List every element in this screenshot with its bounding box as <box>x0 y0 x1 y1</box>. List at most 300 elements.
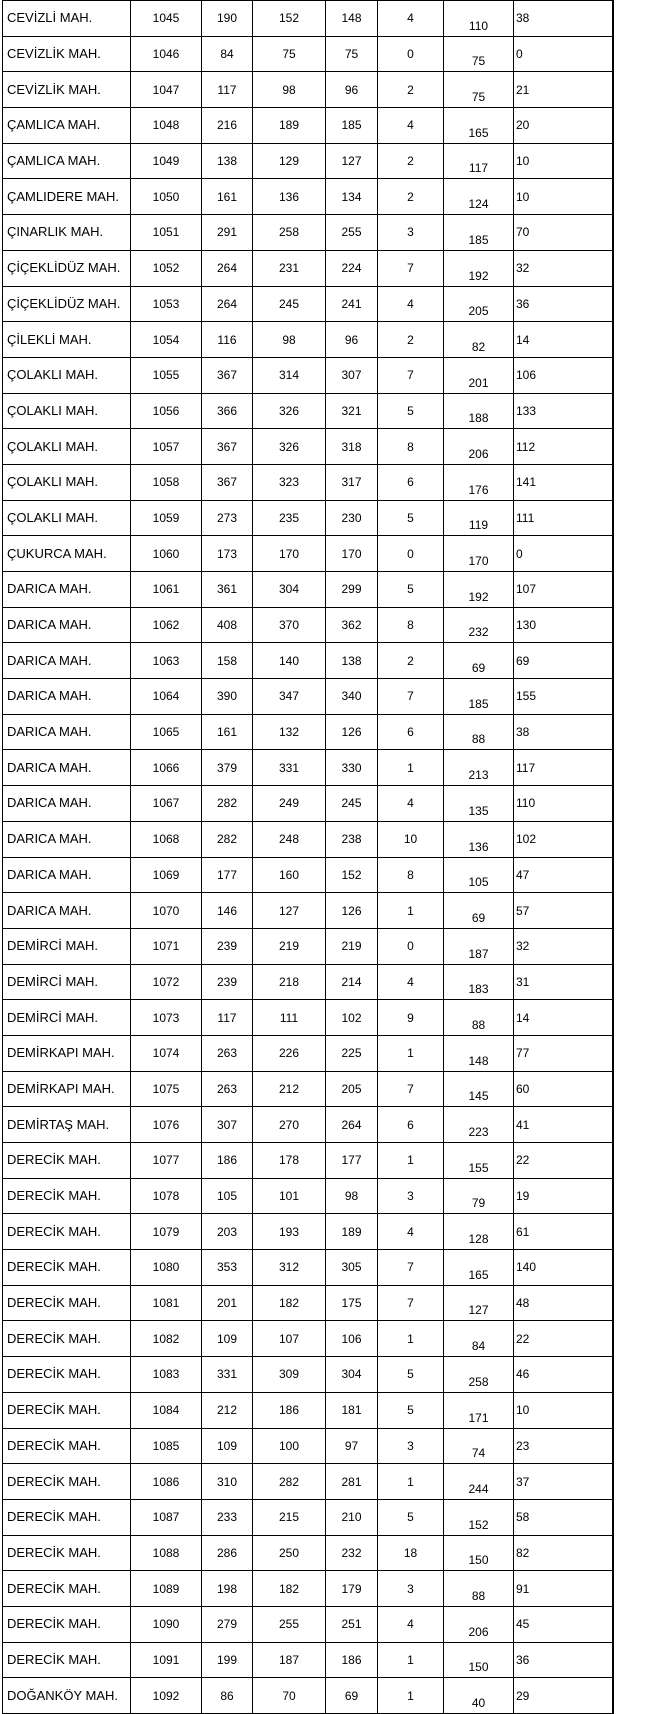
value-cell-6: 10 <box>514 179 613 215</box>
value-cell-2: 309 <box>253 1357 326 1393</box>
value-cell-2: 219 <box>253 928 326 964</box>
neighborhood-cell: DERECİK MAH. <box>3 1499 131 1535</box>
code-cell: 1077 <box>131 1143 202 1179</box>
value-cell-6: 20 <box>514 108 613 144</box>
value-cell-5: 188 <box>444 393 514 429</box>
value-cell-4: 2 <box>378 179 444 215</box>
value-cell-1: 186 <box>202 1143 253 1179</box>
value-cell-2: 226 <box>253 1035 326 1071</box>
value-cell-4: 5 <box>378 1499 444 1535</box>
value-cell-4: 2 <box>378 322 444 358</box>
value-cell-5: 187 <box>444 928 514 964</box>
value-cell-3: 102 <box>326 1000 378 1036</box>
value-cell-4: 4 <box>378 1214 444 1250</box>
value-cell-1: 264 <box>202 286 253 322</box>
table-row <box>3 1499 613 1535</box>
value-cell-2: 235 <box>253 500 326 536</box>
table-row <box>3 1143 613 1179</box>
value-cell-5: 206 <box>444 1606 514 1642</box>
value-cell-6: 38 <box>514 714 613 750</box>
value-cell-3: 175 <box>326 1285 378 1321</box>
code-cell: 1059 <box>131 500 202 536</box>
neighborhood-cell: ÇOLAKLI MAH. <box>3 393 131 429</box>
code-cell: 1051 <box>131 215 202 251</box>
value-cell-6: 47 <box>514 857 613 893</box>
value-cell-5: 201 <box>444 357 514 393</box>
value-cell-6: 0 <box>514 36 613 72</box>
value-cell-3: 179 <box>326 1571 378 1607</box>
value-cell-2: 152 <box>253 1 326 37</box>
value-cell-4: 7 <box>378 250 444 286</box>
value-cell-2: 249 <box>253 786 326 822</box>
neighborhood-cell: DERECİK MAH. <box>3 1214 131 1250</box>
value-cell-2: 245 <box>253 286 326 322</box>
neighborhood-cell: DERECİK MAH. <box>3 1464 131 1500</box>
value-cell-6: 70 <box>514 215 613 251</box>
table-row <box>3 1357 613 1393</box>
value-cell-4: 1 <box>378 750 444 786</box>
table-row <box>3 750 613 786</box>
value-cell-3: 152 <box>326 857 378 893</box>
value-cell-4: 1 <box>378 893 444 929</box>
value-cell-6: 106 <box>514 357 613 393</box>
value-cell-4: 3 <box>378 215 444 251</box>
neighborhood-cell: DEMİRCİ MAH. <box>3 1000 131 1036</box>
neighborhood-cell: DARICA MAH. <box>3 750 131 786</box>
value-cell-1: 239 <box>202 928 253 964</box>
value-cell-1: 173 <box>202 536 253 572</box>
value-cell-6: 133 <box>514 393 613 429</box>
table-row <box>3 643 613 679</box>
value-cell-2: 215 <box>253 1499 326 1535</box>
value-cell-3: 238 <box>326 821 378 857</box>
code-cell: 1085 <box>131 1428 202 1464</box>
value-cell-6: 32 <box>514 928 613 964</box>
value-cell-4: 1 <box>378 1143 444 1179</box>
table-row <box>3 1606 613 1642</box>
code-cell: 1048 <box>131 108 202 144</box>
code-cell: 1056 <box>131 393 202 429</box>
value-cell-2: 100 <box>253 1428 326 1464</box>
neighborhood-cell: ÇİÇEKLİDÜZ MAH. <box>3 250 131 286</box>
table-row <box>3 108 613 144</box>
neighborhood-cell: DERECİK MAH. <box>3 1321 131 1357</box>
value-cell-6: 32 <box>514 250 613 286</box>
value-cell-2: 160 <box>253 857 326 893</box>
value-cell-6: 117 <box>514 750 613 786</box>
value-cell-4: 2 <box>378 72 444 108</box>
value-cell-3: 185 <box>326 108 378 144</box>
table-row <box>3 1000 613 1036</box>
value-cell-2: 182 <box>253 1285 326 1321</box>
value-cell-1: 353 <box>202 1250 253 1286</box>
table-row <box>3 1642 613 1678</box>
table-row <box>3 1035 613 1071</box>
neighborhood-cell: ÇUKURCA MAH. <box>3 536 131 572</box>
table-row <box>3 1428 613 1464</box>
code-cell: 1054 <box>131 322 202 358</box>
value-cell-3: 304 <box>326 1357 378 1393</box>
table-row <box>3 714 613 750</box>
value-cell-5: 258 <box>444 1357 514 1393</box>
value-cell-2: 98 <box>253 322 326 358</box>
table-row <box>3 1071 613 1107</box>
value-cell-3: 307 <box>326 357 378 393</box>
value-cell-5: 117 <box>444 143 514 179</box>
value-cell-1: 201 <box>202 1285 253 1321</box>
value-cell-6: 57 <box>514 893 613 929</box>
value-cell-5: 192 <box>444 250 514 286</box>
value-cell-6: 22 <box>514 1143 613 1179</box>
neighborhood-cell: ÇOLAKLI MAH. <box>3 429 131 465</box>
value-cell-3: 230 <box>326 500 378 536</box>
value-cell-3: 340 <box>326 679 378 715</box>
code-cell: 1076 <box>131 1107 202 1143</box>
value-cell-4: 2 <box>378 643 444 679</box>
value-cell-1: 203 <box>202 1214 253 1250</box>
value-cell-4: 0 <box>378 536 444 572</box>
value-cell-1: 366 <box>202 393 253 429</box>
value-cell-3: 362 <box>326 607 378 643</box>
code-cell: 1083 <box>131 1357 202 1393</box>
code-cell: 1053 <box>131 286 202 322</box>
value-cell-1: 310 <box>202 1464 253 1500</box>
value-cell-1: 367 <box>202 429 253 465</box>
value-cell-6: 82 <box>514 1535 613 1571</box>
value-cell-3: 186 <box>326 1642 378 1678</box>
table-row <box>3 215 613 251</box>
value-cell-3: 126 <box>326 893 378 929</box>
value-cell-3: 214 <box>326 964 378 1000</box>
value-cell-6: 141 <box>514 464 613 500</box>
table-row <box>3 1321 613 1357</box>
value-cell-5: 127 <box>444 1285 514 1321</box>
value-cell-3: 305 <box>326 1250 378 1286</box>
table-row <box>3 607 613 643</box>
code-cell: 1055 <box>131 357 202 393</box>
neighborhood-cell: ÇAMLICA MAH. <box>3 108 131 144</box>
neighborhood-cell: DEMİRKAPI MAH. <box>3 1035 131 1071</box>
value-cell-1: 199 <box>202 1642 253 1678</box>
table-row <box>3 1214 613 1250</box>
value-cell-6: 36 <box>514 1642 613 1678</box>
value-cell-4: 1 <box>378 1035 444 1071</box>
value-cell-4: 0 <box>378 36 444 72</box>
value-cell-3: 181 <box>326 1392 378 1428</box>
value-cell-1: 390 <box>202 679 253 715</box>
code-cell: 1069 <box>131 857 202 893</box>
value-cell-3: 299 <box>326 572 378 608</box>
value-cell-6: 111 <box>514 500 613 536</box>
value-cell-5: 69 <box>444 893 514 929</box>
value-cell-2: 347 <box>253 679 326 715</box>
value-cell-5: 74 <box>444 1428 514 1464</box>
code-cell: 1082 <box>131 1321 202 1357</box>
value-cell-5: 165 <box>444 108 514 144</box>
value-cell-5: 185 <box>444 215 514 251</box>
value-cell-1: 408 <box>202 607 253 643</box>
neighborhood-cell: DERECİK MAH. <box>3 1606 131 1642</box>
value-cell-4: 5 <box>378 500 444 536</box>
table-row <box>3 1535 613 1571</box>
value-cell-1: 117 <box>202 1000 253 1036</box>
neighborhood-cell: DERECİK MAH. <box>3 1392 131 1428</box>
value-cell-4: 5 <box>378 393 444 429</box>
neighborhood-cell: DERECİK MAH. <box>3 1250 131 1286</box>
code-cell: 1058 <box>131 464 202 500</box>
value-cell-6: 140 <box>514 1250 613 1286</box>
value-cell-6: 91 <box>514 1571 613 1607</box>
neighborhood-cell: DARICA MAH. <box>3 857 131 893</box>
neighborhood-cell: DERECİK MAH. <box>3 1285 131 1321</box>
value-cell-2: 107 <box>253 1321 326 1357</box>
table-row <box>3 928 613 964</box>
value-cell-4: 1 <box>378 1642 444 1678</box>
neighborhood-cell: DARICA MAH. <box>3 607 131 643</box>
value-cell-5: 84 <box>444 1321 514 1357</box>
value-cell-1: 361 <box>202 572 253 608</box>
value-cell-6: 38 <box>514 1 613 37</box>
neighborhood-cell: ÇAMLIDERE MAH. <box>3 179 131 215</box>
value-cell-4: 4 <box>378 1 444 37</box>
value-cell-6: 36 <box>514 286 613 322</box>
code-cell: 1091 <box>131 1642 202 1678</box>
value-cell-2: 170 <box>253 536 326 572</box>
value-cell-4: 6 <box>378 714 444 750</box>
neighborhood-cell: CEVİZLİK MAH. <box>3 36 131 72</box>
code-cell: 1061 <box>131 572 202 608</box>
neighborhood-cell: DOĞANKÖY MAH. <box>3 1678 131 1714</box>
value-cell-2: 186 <box>253 1392 326 1428</box>
neighborhood-cell: DARICA MAH. <box>3 786 131 822</box>
value-cell-1: 239 <box>202 964 253 1000</box>
value-cell-3: 126 <box>326 714 378 750</box>
neighborhood-cell: DERECİK MAH. <box>3 1178 131 1214</box>
value-cell-1: 379 <box>202 750 253 786</box>
data-table <box>2 0 614 1714</box>
code-cell: 1090 <box>131 1606 202 1642</box>
table-row <box>3 857 613 893</box>
value-cell-5: 152 <box>444 1499 514 1535</box>
value-cell-5: 192 <box>444 572 514 608</box>
value-cell-1: 105 <box>202 1178 253 1214</box>
value-cell-2: 187 <box>253 1642 326 1678</box>
value-cell-2: 370 <box>253 607 326 643</box>
value-cell-3: 321 <box>326 393 378 429</box>
code-cell: 1080 <box>131 1250 202 1286</box>
value-cell-4: 7 <box>378 357 444 393</box>
value-cell-1: 117 <box>202 72 253 108</box>
value-cell-6: 41 <box>514 1107 613 1143</box>
value-cell-6: 45 <box>514 1606 613 1642</box>
value-cell-3: 138 <box>326 643 378 679</box>
value-cell-6: 14 <box>514 322 613 358</box>
value-cell-3: 205 <box>326 1071 378 1107</box>
code-cell: 1060 <box>131 536 202 572</box>
neighborhood-cell: DERECİK MAH. <box>3 1571 131 1607</box>
value-cell-4: 3 <box>378 1571 444 1607</box>
value-cell-6: 46 <box>514 1357 613 1393</box>
table-row <box>3 1285 613 1321</box>
code-cell: 1073 <box>131 1000 202 1036</box>
code-cell: 1064 <box>131 679 202 715</box>
value-cell-5: 213 <box>444 750 514 786</box>
value-cell-3: 245 <box>326 786 378 822</box>
table-row <box>3 1571 613 1607</box>
neighborhood-cell: ÇINARLIK MAH. <box>3 215 131 251</box>
value-cell-1: 138 <box>202 143 253 179</box>
value-cell-4: 5 <box>378 572 444 608</box>
value-cell-4: 1 <box>378 1464 444 1500</box>
value-cell-5: 244 <box>444 1464 514 1500</box>
neighborhood-cell: DERECİK MAH. <box>3 1428 131 1464</box>
value-cell-5: 88 <box>444 1000 514 1036</box>
value-cell-1: 263 <box>202 1071 253 1107</box>
value-cell-3: 177 <box>326 1143 378 1179</box>
value-cell-3: 255 <box>326 215 378 251</box>
value-cell-4: 8 <box>378 429 444 465</box>
table-row <box>3 1178 613 1214</box>
value-cell-6: 23 <box>514 1428 613 1464</box>
code-cell: 1063 <box>131 643 202 679</box>
value-cell-4: 3 <box>378 1428 444 1464</box>
neighborhood-cell: ÇİLEKLİ MAH. <box>3 322 131 358</box>
value-cell-3: 317 <box>326 464 378 500</box>
value-cell-2: 136 <box>253 179 326 215</box>
value-cell-2: 127 <box>253 893 326 929</box>
code-cell: 1068 <box>131 821 202 857</box>
value-cell-4: 1 <box>378 1321 444 1357</box>
neighborhood-cell: ÇİÇEKLİDÜZ MAH. <box>3 286 131 322</box>
table-row <box>3 964 613 1000</box>
neighborhood-cell: DEMİRCİ MAH. <box>3 964 131 1000</box>
value-cell-6: 60 <box>514 1071 613 1107</box>
value-cell-4: 7 <box>378 679 444 715</box>
value-cell-1: 177 <box>202 857 253 893</box>
value-cell-5: 110 <box>444 1 514 37</box>
value-cell-3: 264 <box>326 1107 378 1143</box>
table-row <box>3 393 613 429</box>
table-row <box>3 1107 613 1143</box>
value-cell-3: 189 <box>326 1214 378 1250</box>
value-cell-5: 223 <box>444 1107 514 1143</box>
value-cell-3: 251 <box>326 1606 378 1642</box>
value-cell-1: 264 <box>202 250 253 286</box>
neighborhood-cell: ÇOLAKLI MAH. <box>3 500 131 536</box>
value-cell-6: 58 <box>514 1499 613 1535</box>
neighborhood-cell: DERECİK MAH. <box>3 1535 131 1571</box>
value-cell-4: 4 <box>378 786 444 822</box>
neighborhood-cell: CEVİZLİ MAH. <box>3 1 131 37</box>
value-cell-1: 158 <box>202 643 253 679</box>
value-cell-5: 88 <box>444 1571 514 1607</box>
value-cell-5: 148 <box>444 1035 514 1071</box>
value-cell-4: 5 <box>378 1357 444 1393</box>
value-cell-3: 134 <box>326 179 378 215</box>
neighborhood-cell: DERECİK MAH. <box>3 1357 131 1393</box>
value-cell-3: 75 <box>326 36 378 72</box>
value-cell-2: 250 <box>253 1535 326 1571</box>
value-cell-4: 4 <box>378 108 444 144</box>
value-cell-2: 255 <box>253 1606 326 1642</box>
value-cell-6: 10 <box>514 143 613 179</box>
table-row <box>3 893 613 929</box>
value-cell-3: 148 <box>326 1 378 37</box>
value-cell-1: 367 <box>202 464 253 500</box>
value-cell-4: 7 <box>378 1071 444 1107</box>
neighborhood-cell: DARICA MAH. <box>3 572 131 608</box>
value-cell-3: 170 <box>326 536 378 572</box>
value-cell-2: 193 <box>253 1214 326 1250</box>
value-cell-1: 279 <box>202 1606 253 1642</box>
value-cell-2: 231 <box>253 250 326 286</box>
value-cell-6: 10 <box>514 1392 613 1428</box>
value-cell-1: 190 <box>202 1 253 37</box>
table-row <box>3 1250 613 1286</box>
table-row <box>3 500 613 536</box>
code-cell: 1074 <box>131 1035 202 1071</box>
value-cell-5: 40 <box>444 1678 514 1714</box>
neighborhood-cell: ÇOLAKLI MAH. <box>3 357 131 393</box>
value-cell-5: 183 <box>444 964 514 1000</box>
value-cell-3: 241 <box>326 286 378 322</box>
value-cell-2: 182 <box>253 1571 326 1607</box>
value-cell-4: 6 <box>378 464 444 500</box>
value-cell-4: 4 <box>378 286 444 322</box>
value-cell-6: 21 <box>514 72 613 108</box>
table-row <box>3 786 613 822</box>
neighborhood-cell: DEMİRTAŞ MAH. <box>3 1107 131 1143</box>
value-cell-3: 97 <box>326 1428 378 1464</box>
value-cell-5: 185 <box>444 679 514 715</box>
value-cell-4: 7 <box>378 1250 444 1286</box>
value-cell-5: 135 <box>444 786 514 822</box>
neighborhood-cell: DARICA MAH. <box>3 679 131 715</box>
value-cell-1: 161 <box>202 179 253 215</box>
value-cell-2: 189 <box>253 108 326 144</box>
value-cell-5: 165 <box>444 1250 514 1286</box>
value-cell-1: 146 <box>202 893 253 929</box>
table-row <box>3 464 613 500</box>
value-cell-6: 107 <box>514 572 613 608</box>
value-cell-5: 128 <box>444 1214 514 1250</box>
value-cell-1: 109 <box>202 1321 253 1357</box>
code-cell: 1086 <box>131 1464 202 1500</box>
value-cell-1: 263 <box>202 1035 253 1071</box>
value-cell-2: 258 <box>253 215 326 251</box>
code-cell: 1067 <box>131 786 202 822</box>
value-cell-2: 70 <box>253 1678 326 1714</box>
value-cell-1: 216 <box>202 108 253 144</box>
value-cell-4: 2 <box>378 143 444 179</box>
value-cell-5: 171 <box>444 1392 514 1428</box>
code-cell: 1089 <box>131 1571 202 1607</box>
value-cell-4: 4 <box>378 964 444 1000</box>
value-cell-4: 4 <box>378 1606 444 1642</box>
table-row <box>3 536 613 572</box>
value-cell-6: 102 <box>514 821 613 857</box>
value-cell-5: 155 <box>444 1143 514 1179</box>
value-cell-6: 0 <box>514 536 613 572</box>
code-cell: 1045 <box>131 1 202 37</box>
value-cell-5: 206 <box>444 429 514 465</box>
value-cell-3: 96 <box>326 322 378 358</box>
value-cell-5: 82 <box>444 322 514 358</box>
value-cell-4: 18 <box>378 1535 444 1571</box>
value-cell-3: 69 <box>326 1678 378 1714</box>
value-cell-5: 75 <box>444 72 514 108</box>
value-cell-1: 331 <box>202 1357 253 1393</box>
